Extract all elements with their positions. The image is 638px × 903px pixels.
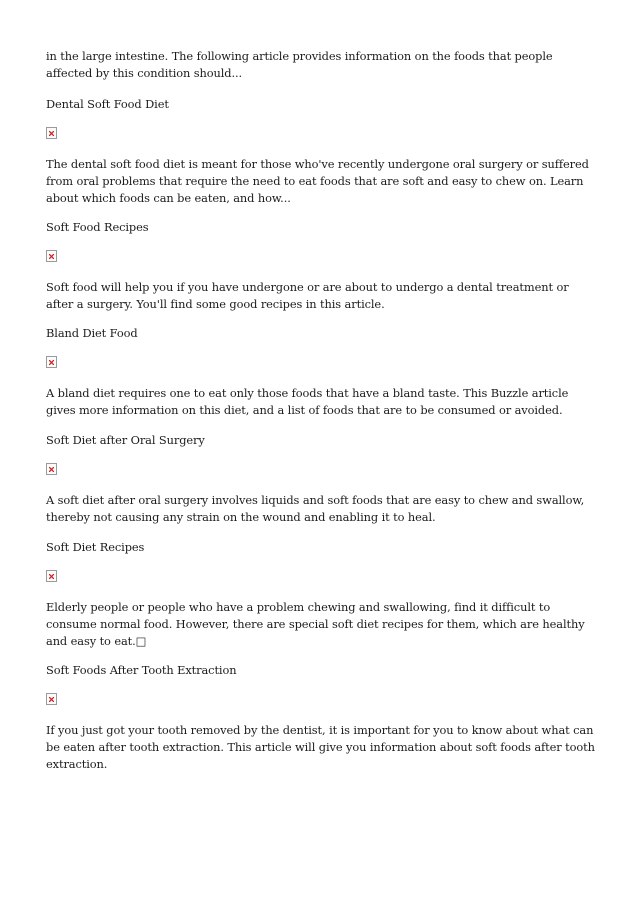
- article-description: Soft food will help you if you have undergone or are about to undergo a dental treatment or after a surgery. You'll find some good recipes in this article.: [46, 280, 569, 311]
- intro-text: in the large intestine. The following article provides information on the foods that people affected by this condition should...: [46, 49, 553, 80]
- article-title[interactable]: Bland Diet Food: [46, 326, 138, 340]
- article-bland-diet-food: [46, 325, 598, 417]
- article-title[interactable]: Soft Food Recipes: [46, 220, 149, 234]
- article-title[interactable]: Soft Foods After Tooth Extraction: [46, 663, 237, 677]
- article-description: The dental soft food diet is meant for those who've recently undergone oral surgery or suffered from oral problems that require the need to eat foods that are soft and easy to chew on. Learn about which foods can be eaten, and how...: [46, 157, 589, 205]
- article-description: Elderly people or people who have a problem chewing and swallowing, find it difficult to consume normal food. However, there are special soft diet recipes for them, which are healthy and easy to eat.□: [46, 600, 585, 648]
- article-title[interactable]: Soft Diet after Oral Surgery: [46, 433, 205, 447]
- broken-image-icon: [46, 250, 57, 262]
- article-description: A soft diet after oral surgery involves liquids and soft foods that are easy to chew and swallow, thereby not causing any strain on the wound and enabling it to heal.: [46, 493, 585, 524]
- article-soft-diet-after-oral-surgery: [46, 432, 598, 524]
- article-description: If you just got your tooth removed by the dentist, it is important for you to know about what can be eaten after tooth extraction. This article will give you information about soft foods after tooth extraction.: [46, 723, 595, 771]
- article-title[interactable]: Soft Diet Recipes: [46, 540, 145, 554]
- article-soft-diet-recipes: [46, 539, 598, 648]
- broken-image-icon: [46, 463, 57, 475]
- broken-image-icon: [46, 356, 57, 368]
- broken-image-icon: [46, 693, 57, 705]
- broken-image-icon: [46, 570, 57, 582]
- article-soft-foods-after-tooth-extraction: [46, 662, 598, 771]
- broken-image-icon: [46, 127, 57, 139]
- article-dental-soft-food-diet: [46, 96, 598, 205]
- article-title[interactable]: Dental Soft Food Diet: [46, 97, 169, 111]
- article-soft-food-recipes: [46, 219, 598, 311]
- article-description: A bland diet requires one to eat only those foods that have a bland taste. This Buzzle article gives more information on this diet, and a list of foods that are to be consumed or avoided.: [46, 386, 569, 417]
